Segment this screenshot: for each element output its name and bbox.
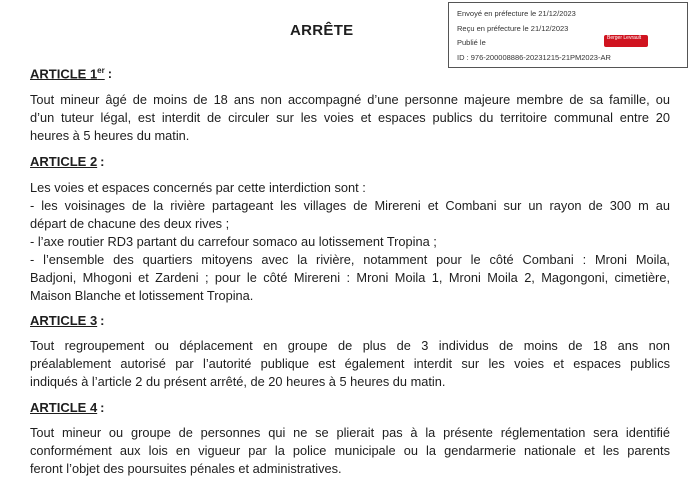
stamp-received-date: Reçu en préfecture le 21/12/2023 [457, 23, 569, 33]
article-1-text [30, 91, 670, 145]
text-line: Maison Blanche et lotissement Tropina. [30, 288, 254, 303]
stamp-sent-date: Envoyé en préfecture le 21/12/2023 [457, 9, 576, 18]
text-line: Badjoni, Mhogoni et Zardeni ; pour le côté Mirereni : Mroni Moila 1, Mroni Moila 2, Magongoni, cimetière, [30, 270, 670, 285]
text-line: d’un tuteur légal, est interdit de circuler sur les voies et espaces publics du territoire communal entre 20 [30, 110, 670, 125]
text-line: Tout mineur ou groupe de personnes qui ne se plierait pas à la présente réglementation sera identifié [30, 425, 670, 440]
stamp-id: ID : 976-200008886-20231215-21PM2023-AR [457, 52, 611, 62]
article-2-heading: ARTICLE 2 : [30, 154, 105, 169]
text-line: Tout regroupement ou déplacement en groupe de plus de 3 individus de moins de 18 ans non [30, 338, 670, 353]
article-1-heading: ARTICLE 1er : [30, 66, 113, 82]
text-line: conformément aux lois en vigueur par la police municipale ou la gendarmerie nationale et les parents [30, 443, 670, 458]
article-2-text [30, 179, 670, 305]
text-line: préalablement autorisé par l’autorité publique est également interdit sur les voies et espaces publics [30, 356, 670, 371]
text-line: Tout mineur âgé de moins de 18 ans non accompagné d’une personne majeure membre de sa famille, ou [30, 92, 670, 107]
text-line: - les voisinages de la rivière partageant les villages de Mirereni et Combani sur un rayon de 300 m au [30, 198, 670, 213]
text-line: - l’axe routier RD3 partant du carrefour somaco au lotissement Tropina ; [30, 234, 437, 249]
stamp-published: Publié le [457, 38, 486, 47]
text-line: indiqués à l’article 2 du présent arrêté, de 20 heures à 5 heures du matin. [30, 374, 446, 389]
text-line: départ de chacune des deux rives ; [30, 216, 230, 231]
text-line: heures à 5 heures du matin. [30, 128, 190, 143]
text-line: feront l’objet des poursuites pénales et administratives. [30, 461, 342, 476]
text-line: Les voies et espaces concernés par cette interdiction sont : [30, 180, 366, 195]
document-title: ARRÊTE [290, 22, 354, 39]
article-3-text [30, 337, 670, 391]
berger-levrault-logo: Berger Levrault [604, 35, 648, 47]
article-4-text [30, 424, 670, 478]
text-line: - l’ensemble des quartiers mitoyens avec la rivière, notamment pour le côté Combani : Mroni Moila, [30, 252, 670, 267]
prefecture-stamp [448, 2, 688, 68]
article-3-heading: ARTICLE 3 : [30, 313, 105, 328]
article-4-heading: ARTICLE 4 : [30, 400, 105, 415]
